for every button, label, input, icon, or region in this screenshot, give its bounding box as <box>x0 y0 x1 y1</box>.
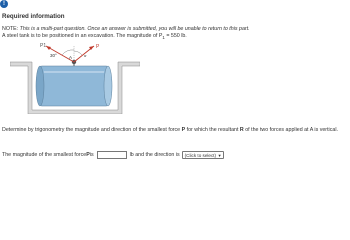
question-text: Determine by trigonometry the magnitude and direction of the smallest force P for which the resultant R of the two forces applied at A is vertical. <box>2 127 338 133</box>
note-line-2: A steel tank is to be positioned in an excavation. The magnitude of $P_1 = 550$ lb. <box>2 33 187 41</box>
label-angle-alpha: α <box>84 53 87 58</box>
page-title: Required information <box>2 13 65 20</box>
note-line-1 <box>2 26 342 33</box>
info-badge-icon: ! <box>0 0 8 8</box>
tank-excavation-figure <box>10 42 140 114</box>
problem-note <box>2 26 342 41</box>
tank-left-cap <box>36 66 44 106</box>
note-label: NOTE: <box>2 26 19 32</box>
answer-row: The magnitude of the smallest force P is lb and the direction is (Click to select) ▼ <box>2 152 222 158</box>
chevron-down-icon: ▼ <box>217 152 222 158</box>
tank-right-cap <box>104 66 112 106</box>
note-italic: This is a multi-part question. Once an answer is submitted, you will be unable to return to this part. <box>19 26 250 32</box>
label-p: P <box>96 44 100 50</box>
direction-select[interactable]: (Click to select) ▼ <box>182 151 224 159</box>
label-angle-30: 30° <box>50 53 57 58</box>
magnitude-input[interactable] <box>97 151 127 159</box>
label-p1: P1 <box>40 43 47 49</box>
label-a: A <box>69 55 73 60</box>
